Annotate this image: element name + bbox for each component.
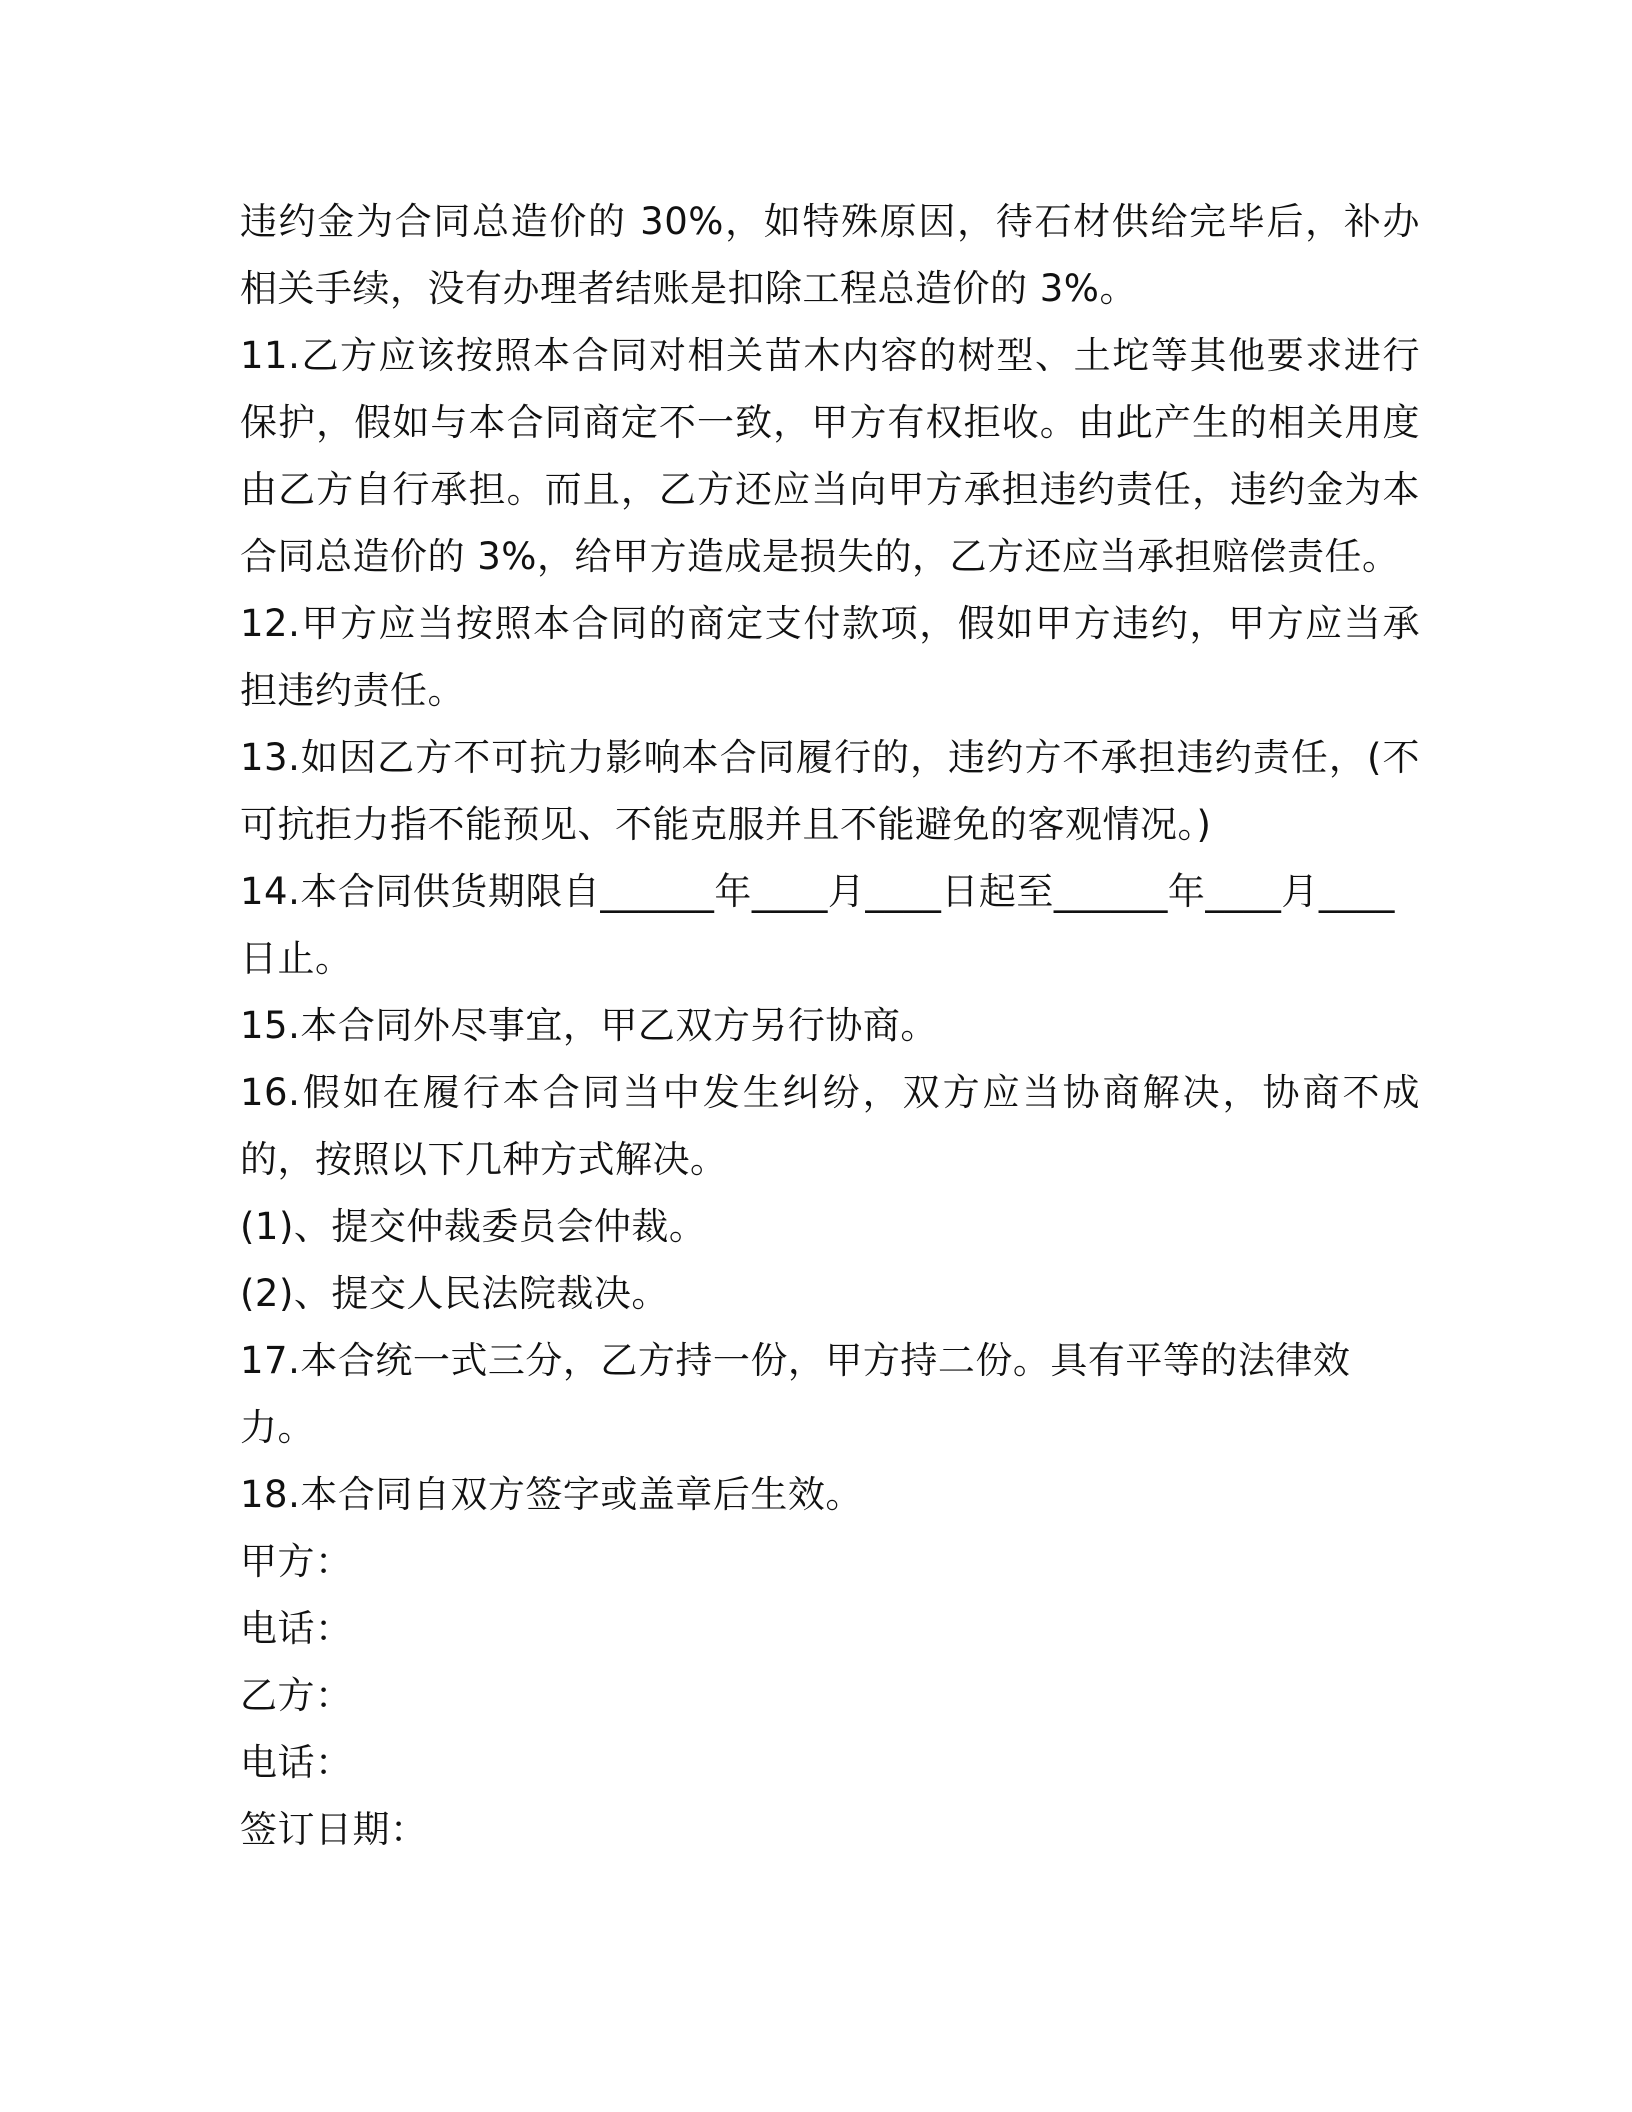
party-a-label: 甲方： [240,1540,353,1583]
paragraph-penalty-stone: 违约金为合同总造价的 30%，如特殊原因，待石材供给完毕后，补办相关手续，没有办理者结账是扣除工程总造价的 3%。 [240,200,1420,310]
party-a-phone-label: 电话： [240,1607,353,1650]
sign-date-label: 签订日期： [240,1808,428,1851]
paragraph-clause-18: 18.本合同自双方签字或盖章后生效。 [240,1473,863,1516]
paragraph-clause-13: 13.如因乙方不可抗力影响本合同履行的，违约方不承担违约责任，(不可抗拒力指不能预见、不能克服并且不能避免的客观情况。) [240,736,1420,846]
paragraph-clause-16: 16.假如在履行本合同当中发生纠纷，双方应当协商解决，协商不成的，按照以下几种方式解决。 [240,1071,1420,1181]
paragraph-clause-17: 17.本合统一式三分，乙方持一份，甲方持二份。具有平等的法律效力。 [240,1339,1351,1449]
paragraph-clause-16-option-1: (1)、提交仲裁委员会仲裁。 [240,1205,707,1248]
paragraph-clause-12: 12.甲方应当按照本合同的商定支付款项，假如甲方违约，甲方应当承担违约责任。 [240,602,1420,712]
paragraph-clause-14: 14.本合同供货期限自______年____月____日起至______年____月____日止。 [240,870,1395,980]
contract-body [240,188,1420,1863]
paragraph-clause-15: 15.本合同外尽事宜，甲乙双方另行协商。 [240,1004,938,1047]
party-b-phone-label: 电话： [240,1741,353,1784]
paragraph-clause-16-option-2: (2)、提交人民法院裁决。 [240,1272,669,1315]
party-b-label: 乙方： [240,1674,353,1717]
paragraph-clause-11: 11.乙方应该按照本合同对相关苗木内容的树型、土坨等其他要求进行保护，假如与本合同商定不一致，甲方有权拒收。由此产生的相关用度由乙方自行承担。而且，乙方还应当向甲方承担违约责任，违约金为本合同总造价的 3%，给甲方造成是损失的，乙方还应当承担赔偿责任。 [240,334,1420,578]
